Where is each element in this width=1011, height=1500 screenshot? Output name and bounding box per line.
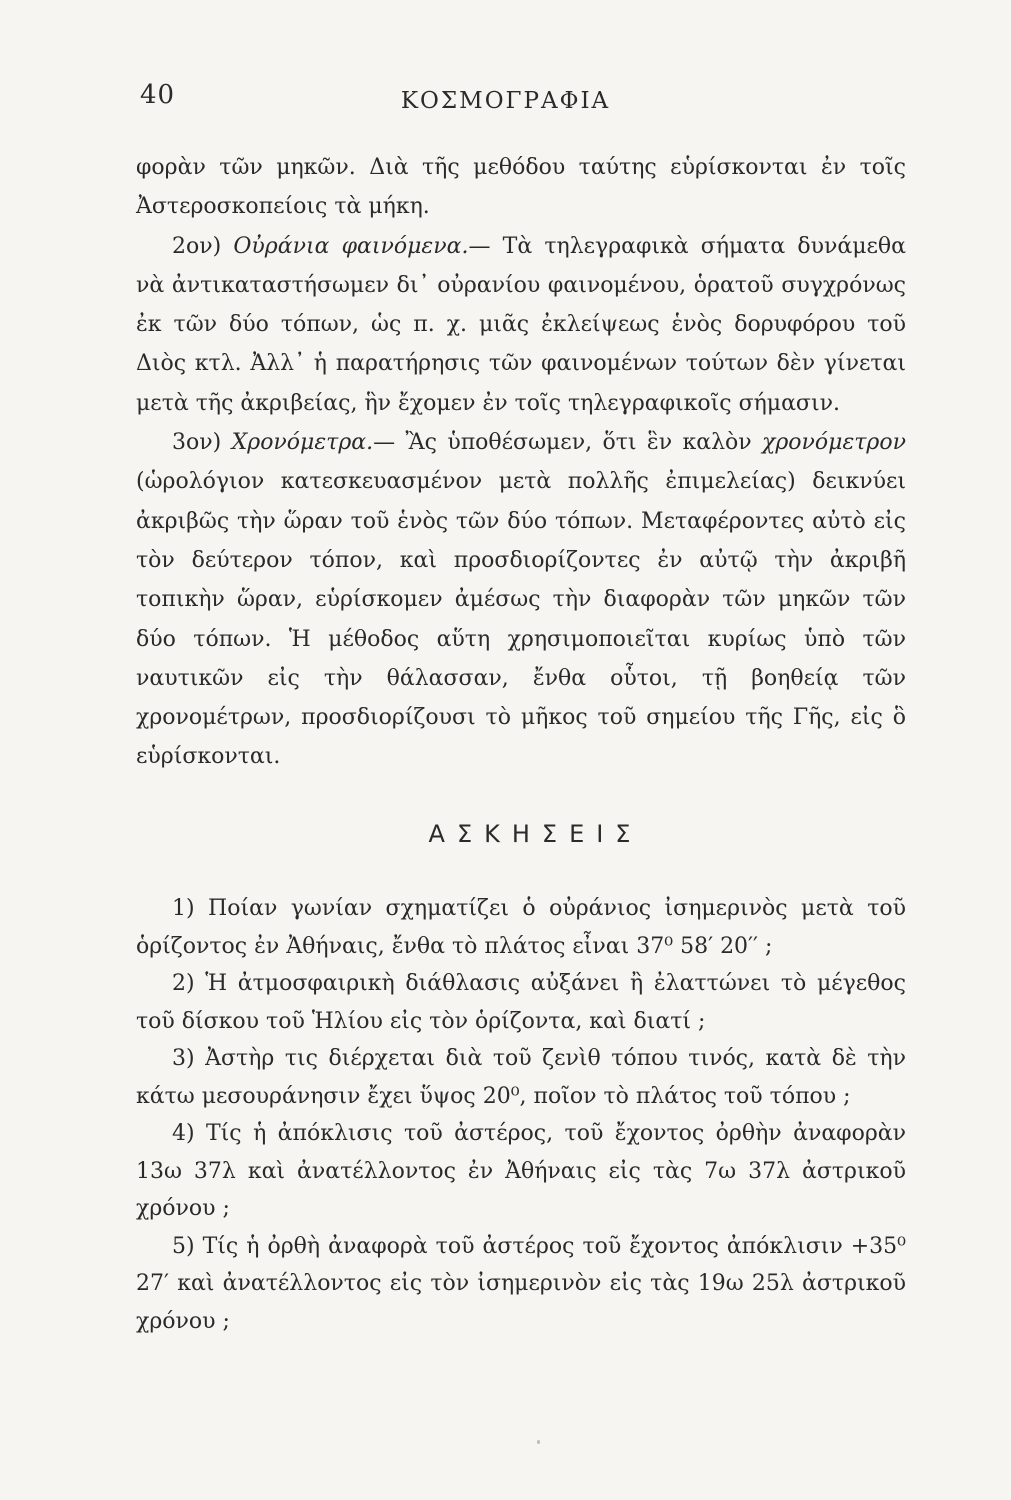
exercises-heading: ΑΣΚΗΣΕΙΣ (428, 820, 643, 848)
item-text: — Ἂς ὑποθέσωμεν, ὅτι ἓν καλὸν (373, 430, 752, 456)
page-number: 40 (140, 80, 176, 110)
exercise-item: 3) Ἀστὴρ τις διέρχεται διὰ τοῦ ζενὶθ τόπου τινός, κατὰ δὲ τὴν κάτω μεσουράνησιν ἔχει ὕψος 20⁰, ποῖον τὸ πλάτος τοῦ τόπου ; (136, 1046, 906, 1109)
exercise-item: 5) Τίς ἡ ὀρθὴ ἀναφορὰ τοῦ ἀστέρος τοῦ ἔχοντος ἀπόκλισιν +35⁰ 27′ καὶ ἀνατέλλοντος εἰς τὸν ἰσημερινὸν εἰς τὰς 19ω 25λ ἀστρικοῦ χρόνου ; (136, 1233, 906, 1334)
item-text: (ὡρολόγιον κατεσκευασμένον μετὰ πολλῆς ἐπιμελείας) δεικνύει ἀκριβῶς τὴν ὥραν τοῦ ἑνὸς τῶν δύο τόπων. Μεταφέροντες αὐτὸ εἰς τὸν δεύτερον τόπον, καὶ προσδιορίζοντες ἐν αὐτῷ τὴν ἀκριβῆ τοπικὴν ὥραν, εὑρίσκομεν ἀμέσως τὴν διαφορὰν τῶν μηκῶν τῶν δύο τόπων. Ἡ μέθοδος αὕτη χρησιμοποιεῖται κυρίως ὑπὸ τῶν ναυτικῶν εἰς τὴν θάλασσαν, ἔνθα οὗτοι, τῇ βοηθείᾳ τῶν χρονομέτρων, προσδιορίζουσι τὸ μῆκος τοῦ σημείου τῆς Γῆς, εἰς ὃ εὑρίσκονται. (136, 469, 906, 770)
running-head-title: ΚΟΣΜΟΓΡΑΦΙΑ (400, 88, 611, 114)
exercise-item: 2) Ἡ ἀτμοσφαιρικὴ διάθλασις αὐξάνει ἢ ἐλαττώνει τὸ μέγεθος τοῦ δίσκου τοῦ Ἡλίου εἰς τὸν ὁρίζοντα, καὶ διατί ; (136, 971, 906, 1034)
exercise-item: 1) Ποίαν γωνίαν σχηματίζει ὁ οὐράνιος ἰσημερινὸς μετὰ τοῦ ὁρίζοντος ἐν Ἀθήναις, ἔνθα τὸ πλάτος εἶναι 37⁰ 58′ 20′′ ; (136, 896, 906, 959)
emphasized-term: χρονόμετρον (762, 430, 906, 456)
exercises-list (136, 890, 906, 1340)
paragraph-continuation: φορὰν τῶν μηκῶν. Διὰ τῆς μεθόδου ταύτης εὑρίσκονται ἐν τοῖς Ἀστεροσκοπείοις τὰ μήκη. (136, 155, 906, 220)
paragraph-celestial-phenomena (136, 227, 906, 423)
ink-speck (537, 1440, 540, 1444)
paragraph-chronometers (136, 423, 906, 777)
item-heading: Χρονόμετρα. (231, 430, 374, 456)
item-heading: Οὐράνια φαινόμενα. (233, 233, 469, 259)
body-text (136, 148, 906, 777)
item-text: — Τὰ τηλεγραφικὰ σήματα δυνάμεθα νὰ ἀντικαταστήσωμεν δι᾽ οὐρανίου φαινομένου, ὁρατοῦ συγχρόνως ἐκ τῶν δύο τόπων, ὡς π. χ. μιᾶς ἐκλείψεως ἑνὸς δορυφόρου τοῦ Διὸς κτλ. Ἀλλ᾽ ἡ παρατήρησις τῶν φαινομένων τούτων δὲν γίνεται μετὰ τῆς ἀκριβείας, ἣν ἔχομεν ἐν τοῖς τηλεγραφικοῖς σήμασιν. (136, 233, 907, 416)
exercise-item: 4) Τίς ἡ ἀπόκλισις τοῦ ἀστέρος, τοῦ ἔχοντος ὀρθὴν ἀναφορὰν 13ω 37λ καὶ ἀνατέλλοντος ἐν Ἀθήναις εἰς τὰς 7ω 37λ ἀστρικοῦ χρόνου ; (136, 1121, 906, 1221)
item-label: 2ον) (172, 233, 222, 259)
item-label: 3ον) (172, 430, 222, 456)
